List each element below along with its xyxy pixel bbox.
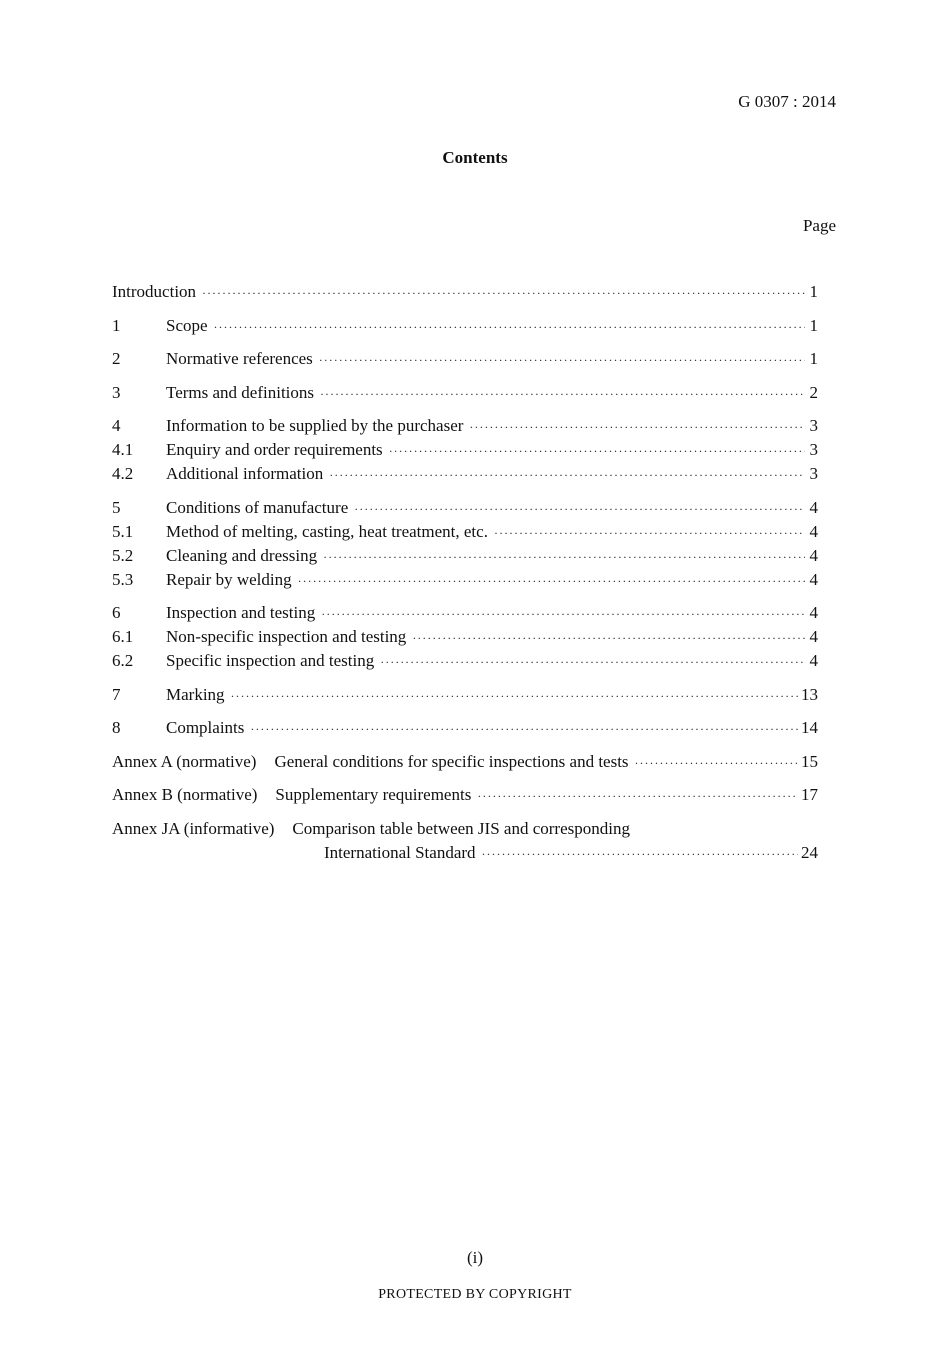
toc-entry-title: Specific inspection and testing	[166, 651, 375, 670]
toc-entry-additional-information[interactable]	[112, 462, 818, 486]
document-id: G 0307 : 2014	[738, 92, 836, 111]
annex-label: Annex JA (informative)	[112, 818, 275, 838]
page-folio: (i)	[466, 1248, 484, 1267]
toc-entry-page: 1	[809, 282, 818, 301]
toc-entry-number: 6.2	[112, 651, 134, 670]
toc-entry-cleaning-dressing[interactable]	[112, 544, 818, 568]
toc-entry-conditions-manufacture[interactable]	[112, 496, 818, 520]
toc-entry-number: 4.1	[112, 440, 134, 459]
dot-leader	[469, 415, 805, 439]
annex-label: Annex A (normative)	[112, 751, 257, 771]
toc-entry-annex-ja-continued[interactable]	[112, 841, 818, 865]
toc-entry-title: Information to be supplied by the purchaser	[166, 416, 464, 435]
toc-entry-page: 2	[809, 382, 818, 402]
toc-entry-number: 3	[112, 382, 121, 402]
toc-entry-enquiry-order[interactable]	[112, 438, 818, 462]
toc-entry-number: 6	[112, 603, 121, 622]
toc-entry-title: Normative references	[166, 349, 313, 368]
toc-entry-title: Supplementary requirements	[275, 785, 472, 804]
toc-entry-title: Conditions of manufacture	[166, 497, 349, 517]
toc-entry-marking[interactable]	[112, 683, 818, 707]
toc-entry-page: 3	[809, 464, 818, 483]
toc-entry-inspection-testing[interactable]	[112, 601, 818, 625]
dot-leader	[329, 463, 805, 487]
toc-entry-title: Enquiry and order requirements	[166, 440, 383, 459]
dot-leader	[231, 684, 798, 708]
toc-entry-number: 5.1	[112, 521, 134, 541]
toc-entry-title: Scope	[166, 315, 208, 335]
toc-entry-title: Non-specific inspection and testing	[166, 627, 407, 646]
toc-entry-normative-references[interactable]	[112, 347, 818, 371]
toc-entry-title: Repair by welding	[166, 569, 292, 589]
toc-entry-page: 4	[809, 569, 818, 589]
toc-entry-page: 4	[809, 497, 818, 517]
toc-entry-specific-inspection[interactable]	[112, 649, 818, 673]
dot-leader	[380, 650, 805, 674]
annex-label: Annex B (normative)	[112, 785, 258, 804]
toc-entry-number: 5.3	[112, 569, 134, 589]
toc-entry-title: Additional information	[166, 464, 324, 483]
toc-entry-title: Complaints	[166, 718, 245, 737]
dot-leader	[412, 626, 805, 650]
toc-entry-method-melting[interactable]	[112, 520, 818, 544]
toc-entry-non-specific-inspection[interactable]	[112, 625, 818, 649]
dot-leader	[202, 281, 805, 305]
dot-leader	[494, 521, 805, 545]
dot-leader	[298, 569, 805, 593]
dot-leader	[477, 784, 798, 808]
toc-entry-information-purchaser[interactable]	[112, 414, 818, 438]
toc-entry-page: 1	[809, 315, 818, 335]
dot-leader	[319, 348, 805, 372]
page-column-label: Page	[802, 216, 836, 235]
toc-entry-page: 3	[809, 416, 818, 435]
toc-entry-annex-b[interactable]	[112, 783, 818, 807]
toc-entry-scope[interactable]	[112, 314, 818, 338]
toc-entry-number: 4.2	[112, 464, 134, 483]
dot-leader	[250, 717, 798, 741]
toc-entry-page: 24	[801, 842, 818, 862]
toc-entry-title: General conditions for specific inspections and tests	[274, 751, 629, 771]
toc-entry-number: 4	[112, 416, 121, 435]
toc-entry-number: 1	[112, 315, 121, 335]
toc-entry-number: 5	[112, 497, 121, 517]
toc-entry-number: 6.1	[112, 627, 134, 646]
dot-leader	[321, 602, 805, 626]
toc-entry-page: 1	[809, 349, 818, 368]
toc-entry-title: International Standard	[324, 842, 476, 862]
dot-leader	[354, 497, 805, 521]
table-of-contents	[112, 280, 818, 865]
dot-leader	[323, 545, 805, 569]
toc-entry-repair-welding[interactable]	[112, 568, 818, 592]
dot-leader	[214, 315, 805, 339]
toc-entry-number: 8	[112, 718, 121, 737]
toc-entry-page: 15	[801, 751, 818, 771]
toc-entry-page: 4	[809, 627, 818, 646]
dot-leader	[389, 439, 805, 463]
toc-entry-page: 4	[809, 651, 818, 670]
toc-entry-number: 2	[112, 349, 121, 368]
toc-entry-title: Cleaning and dressing	[166, 545, 318, 565]
toc-entry-terms-definitions[interactable]	[112, 381, 818, 405]
toc-entry-number: 5.2	[112, 545, 134, 565]
toc-entry-annex-a[interactable]	[112, 750, 818, 774]
toc-entry-title: Method of melting, casting, heat treatment, etc.	[166, 521, 488, 541]
toc-entry-page: 3	[809, 440, 818, 459]
toc-entry-title: Comparison table between JIS and corresponding	[292, 818, 630, 838]
toc-entry-page: 4	[809, 521, 818, 541]
toc-entry-title: Inspection and testing	[166, 603, 316, 622]
toc-entry-page: 4	[809, 545, 818, 565]
dot-leader	[482, 842, 798, 866]
toc-entry-page: 14	[801, 718, 818, 737]
contents-title: Contents	[442, 148, 508, 167]
toc-entry-number: 7	[112, 684, 121, 704]
toc-entry-page: 4	[809, 603, 818, 622]
dot-leader	[320, 382, 805, 406]
toc-entry-page: 17	[801, 785, 818, 804]
toc-entry-page: 13	[801, 684, 818, 704]
copyright-notice: PROTECTED BY COPYRIGHT	[378, 1287, 572, 1302]
dot-leader	[635, 751, 798, 775]
toc-entry-complaints[interactable]	[112, 716, 818, 740]
toc-entry-introduction[interactable]	[112, 280, 818, 304]
toc-entry-title: Marking	[166, 684, 225, 704]
toc-entry-title: Terms and definitions	[166, 382, 315, 402]
toc-entry-annex-ja[interactable]	[112, 817, 818, 841]
toc-entry-title: Introduction	[112, 282, 197, 301]
